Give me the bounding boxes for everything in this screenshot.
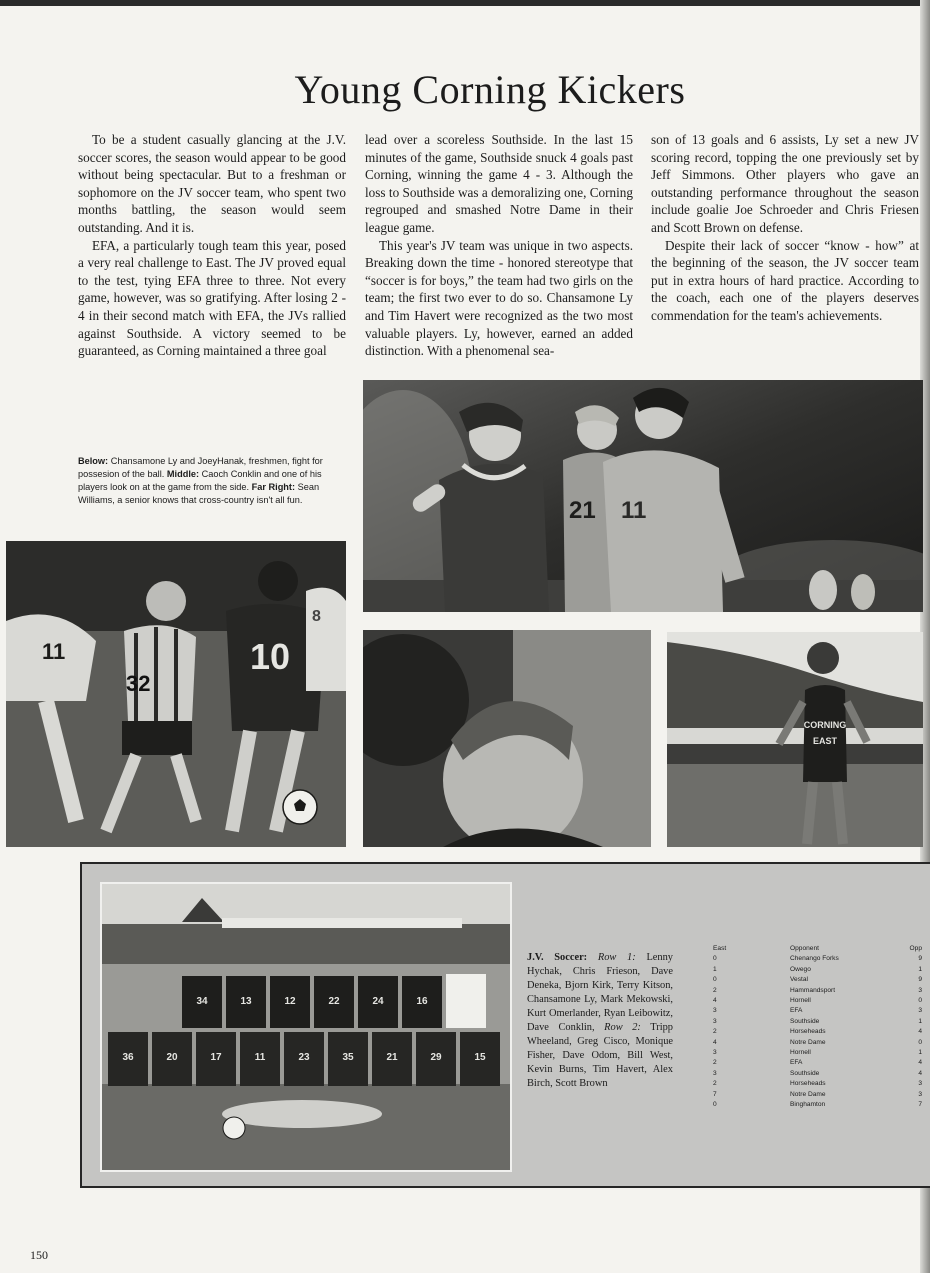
paragraph: To be a student casually glancing at the J.V. soccer scores, the season would appear to be good without being spectacular. But to a freshman or sophomore on the JV soccer team, who spent two months battling, the season would seem outstanding. And it is. xyxy=(78,132,346,235)
jersey-number: 10 xyxy=(250,636,291,677)
caption-label-middle: Middle: xyxy=(166,469,200,479)
photo-coach-and-player xyxy=(363,630,651,847)
paragraph: lead over a scoreless Southside. In the last 15 minutes of the game, Southside snuck 4 goals past Corning, winning the game 4 - 3. Although the loss to Southside was a demoralizing one, Corning regrouped and smashed Notre Dame in their league game. xyxy=(365,132,633,235)
jersey-number: 32 xyxy=(126,671,151,696)
jersey-number: 12 xyxy=(284,996,296,1007)
jersey-number: 34 xyxy=(196,996,208,1007)
jersey-number: 11 xyxy=(42,639,66,664)
scan-edge-top xyxy=(0,0,930,6)
opponent-name: EFA xyxy=(790,1059,803,1067)
score-opp: 0 xyxy=(918,997,922,1005)
jersey-number: 17 xyxy=(210,1052,222,1063)
photo-caption xyxy=(78,455,346,507)
article-column-3 xyxy=(651,131,919,325)
opponent-name: Notre Dame xyxy=(790,1038,826,1046)
opponent-name: Southside xyxy=(790,1017,820,1025)
jersey-number: 35 xyxy=(342,1052,354,1063)
score-east: 0 xyxy=(713,955,717,963)
jersey-number: 29 xyxy=(430,1052,442,1063)
score-opp: 9 xyxy=(918,976,922,984)
jersey-number: 21 xyxy=(386,1052,398,1063)
team-row-front xyxy=(108,1032,500,1086)
roster-row-2: Tripp Wheeland, Greg Cisco, Monique Fisher, Dave Odom, Bill West, Kevin Burns, Tim Havert, Alex Birch, Scott Brown xyxy=(527,1022,673,1089)
score-opp: 1 xyxy=(918,1017,922,1025)
score-east: 3 xyxy=(713,1049,717,1057)
score-east: 7 xyxy=(713,1090,717,1098)
roster-label: J.V. Soccer: xyxy=(527,952,588,963)
paragraph: son of 13 goals and 6 assists, Ly set a new JV scoring record, topping the one previously set by Jeff Simmons. Other players who gave an outstanding performance throughout the season include goalie Joe Schroeder and Chris Friesen and Scott Brown on defense. xyxy=(651,132,919,235)
photo-team xyxy=(100,882,512,1172)
score-east: 2 xyxy=(713,986,717,994)
jersey-number: 11 xyxy=(621,497,647,524)
opponent-name: Hornell xyxy=(790,1049,811,1057)
jersey-number: 16 xyxy=(416,996,428,1007)
score-opp: 3 xyxy=(918,1007,922,1015)
page-number: 150 xyxy=(30,1248,48,1262)
roster-row-2-label: Row 2: xyxy=(604,1022,641,1033)
caption-text-far-right: Sean Williams, a senior knows that cross-country isn't all fun. xyxy=(78,482,320,505)
opponent-name: Hammandsport xyxy=(790,986,836,994)
score-east: 3 xyxy=(713,1007,717,1015)
caption-label-far-right: Far Right: xyxy=(251,482,296,492)
jersey-text: CORNING xyxy=(803,720,847,730)
roster-row-1: Lenny Hychak, Chris Frieson, Dave Deneka, Bjorn Kirk, Terry Kitson, Chansamone Ly, Mark Mekowski, Kurt Omerlander, Ryan Leibowitz, Dave Conklin, xyxy=(527,952,673,1033)
opponent-name: Southside xyxy=(790,1069,820,1077)
jersey-number: 24 xyxy=(372,996,384,1007)
opponent-name: Binghamton xyxy=(790,1101,826,1109)
score-opp: 3 xyxy=(918,986,922,994)
opponent-name: Vestal xyxy=(790,976,808,984)
scores-header-opp: Opp xyxy=(909,945,922,952)
jersey-number: 20 xyxy=(166,1052,178,1063)
opponent-name: Notre Dame xyxy=(790,1090,826,1098)
photo-fight-for-ball xyxy=(6,541,346,847)
score-opp: 4 xyxy=(918,1069,922,1077)
article-column-2 xyxy=(365,131,633,360)
scores-east-column xyxy=(713,944,753,1111)
score-opp: 4 xyxy=(918,1028,922,1036)
score-opp: 9 xyxy=(918,955,922,963)
jersey-number: 23 xyxy=(298,1052,310,1063)
opponent-name: Horseheads xyxy=(790,1028,826,1036)
jersey-text: EAST xyxy=(812,736,838,746)
scores-opp-column xyxy=(900,944,922,1111)
paragraph: Despite their lack of soccer “know - how” at the beginning of the season, the JV soccer team put in extra hours of hard practice. According to the coach, each one of the players deserves commendation for the team's achievements. xyxy=(651,237,919,323)
score-opp: 1 xyxy=(918,965,922,973)
paragraph: This year's JV team was unique in two aspects. Breaking down the time - honored stereotype that “soccer is for boys,” the team had two girls on the team; the first two ever to do so. Chansamone Ly and Tim Havert were recognized as the two most valuable players. Ly, however, earned an added distinction. With a phenomenal sea- xyxy=(365,237,633,359)
score-east: 0 xyxy=(713,976,717,984)
jersey-number: 36 xyxy=(122,1052,134,1063)
score-opp: 1 xyxy=(918,1049,922,1057)
page-title: Young Corning Kickers xyxy=(294,67,686,112)
score-east: 4 xyxy=(713,1038,717,1046)
score-east: 0 xyxy=(713,1101,717,1109)
score-east: 3 xyxy=(713,1069,717,1077)
jersey-number: 21 xyxy=(569,497,596,524)
score-east: 2 xyxy=(713,1080,717,1088)
team-roster xyxy=(527,951,673,1091)
scores-opponent-column xyxy=(790,944,880,1111)
photo-cross-country-runner xyxy=(667,632,923,847)
score-opp: 3 xyxy=(918,1080,922,1088)
opponent-name: Horseheads xyxy=(790,1080,826,1088)
jersey-number: 13 xyxy=(240,996,252,1007)
photo-players-running xyxy=(363,380,923,612)
score-east: 2 xyxy=(713,1059,717,1067)
score-east: 4 xyxy=(713,997,717,1005)
caption-text-below: Chansamone Ly and JoeyHanak, freshmen, fight for possesion of the ball. xyxy=(78,456,323,479)
jersey-number: 8 xyxy=(312,608,321,625)
roster-row-1-label: Row 1: xyxy=(597,952,636,963)
scores-header-opponent: Opponent xyxy=(790,945,819,952)
caption-text-middle: Caoch Conklin and one of his players look on at the game from the side. xyxy=(78,469,322,492)
score-east: 2 xyxy=(713,1028,717,1036)
jersey-number: 22 xyxy=(328,996,340,1007)
score-east: 3 xyxy=(713,1017,717,1025)
jersey-number: 11 xyxy=(254,1052,266,1063)
scores-header-east: East xyxy=(713,945,727,952)
jersey-number: 15 xyxy=(474,1052,486,1063)
opponent-name: Owego xyxy=(790,965,811,973)
opponent-name: Chenango Forks xyxy=(790,955,839,963)
opponent-name: EFA xyxy=(790,1007,803,1015)
article-column-1 xyxy=(78,131,346,360)
paragraph: EFA, a particularly tough team this year, posed a very real challenge to East. The JV proved equal to the test, tying EFA three to three. Not every game, however, was so gratifying. After losing 2 - 4 in their second match with EFA, the JVs rallied against Southside. A victory seemed to be guaranteed, as Corning maintained a three goal xyxy=(78,237,346,359)
opponent-name: Hornell xyxy=(790,997,811,1005)
score-opp: 0 xyxy=(918,1038,922,1046)
score-east: 1 xyxy=(713,965,717,973)
score-opp: 3 xyxy=(918,1090,922,1098)
score-opp: 4 xyxy=(918,1059,922,1067)
caption-label-below: Below: xyxy=(78,456,109,466)
score-opp: 7 xyxy=(918,1101,922,1109)
team-row-back xyxy=(182,974,486,1028)
